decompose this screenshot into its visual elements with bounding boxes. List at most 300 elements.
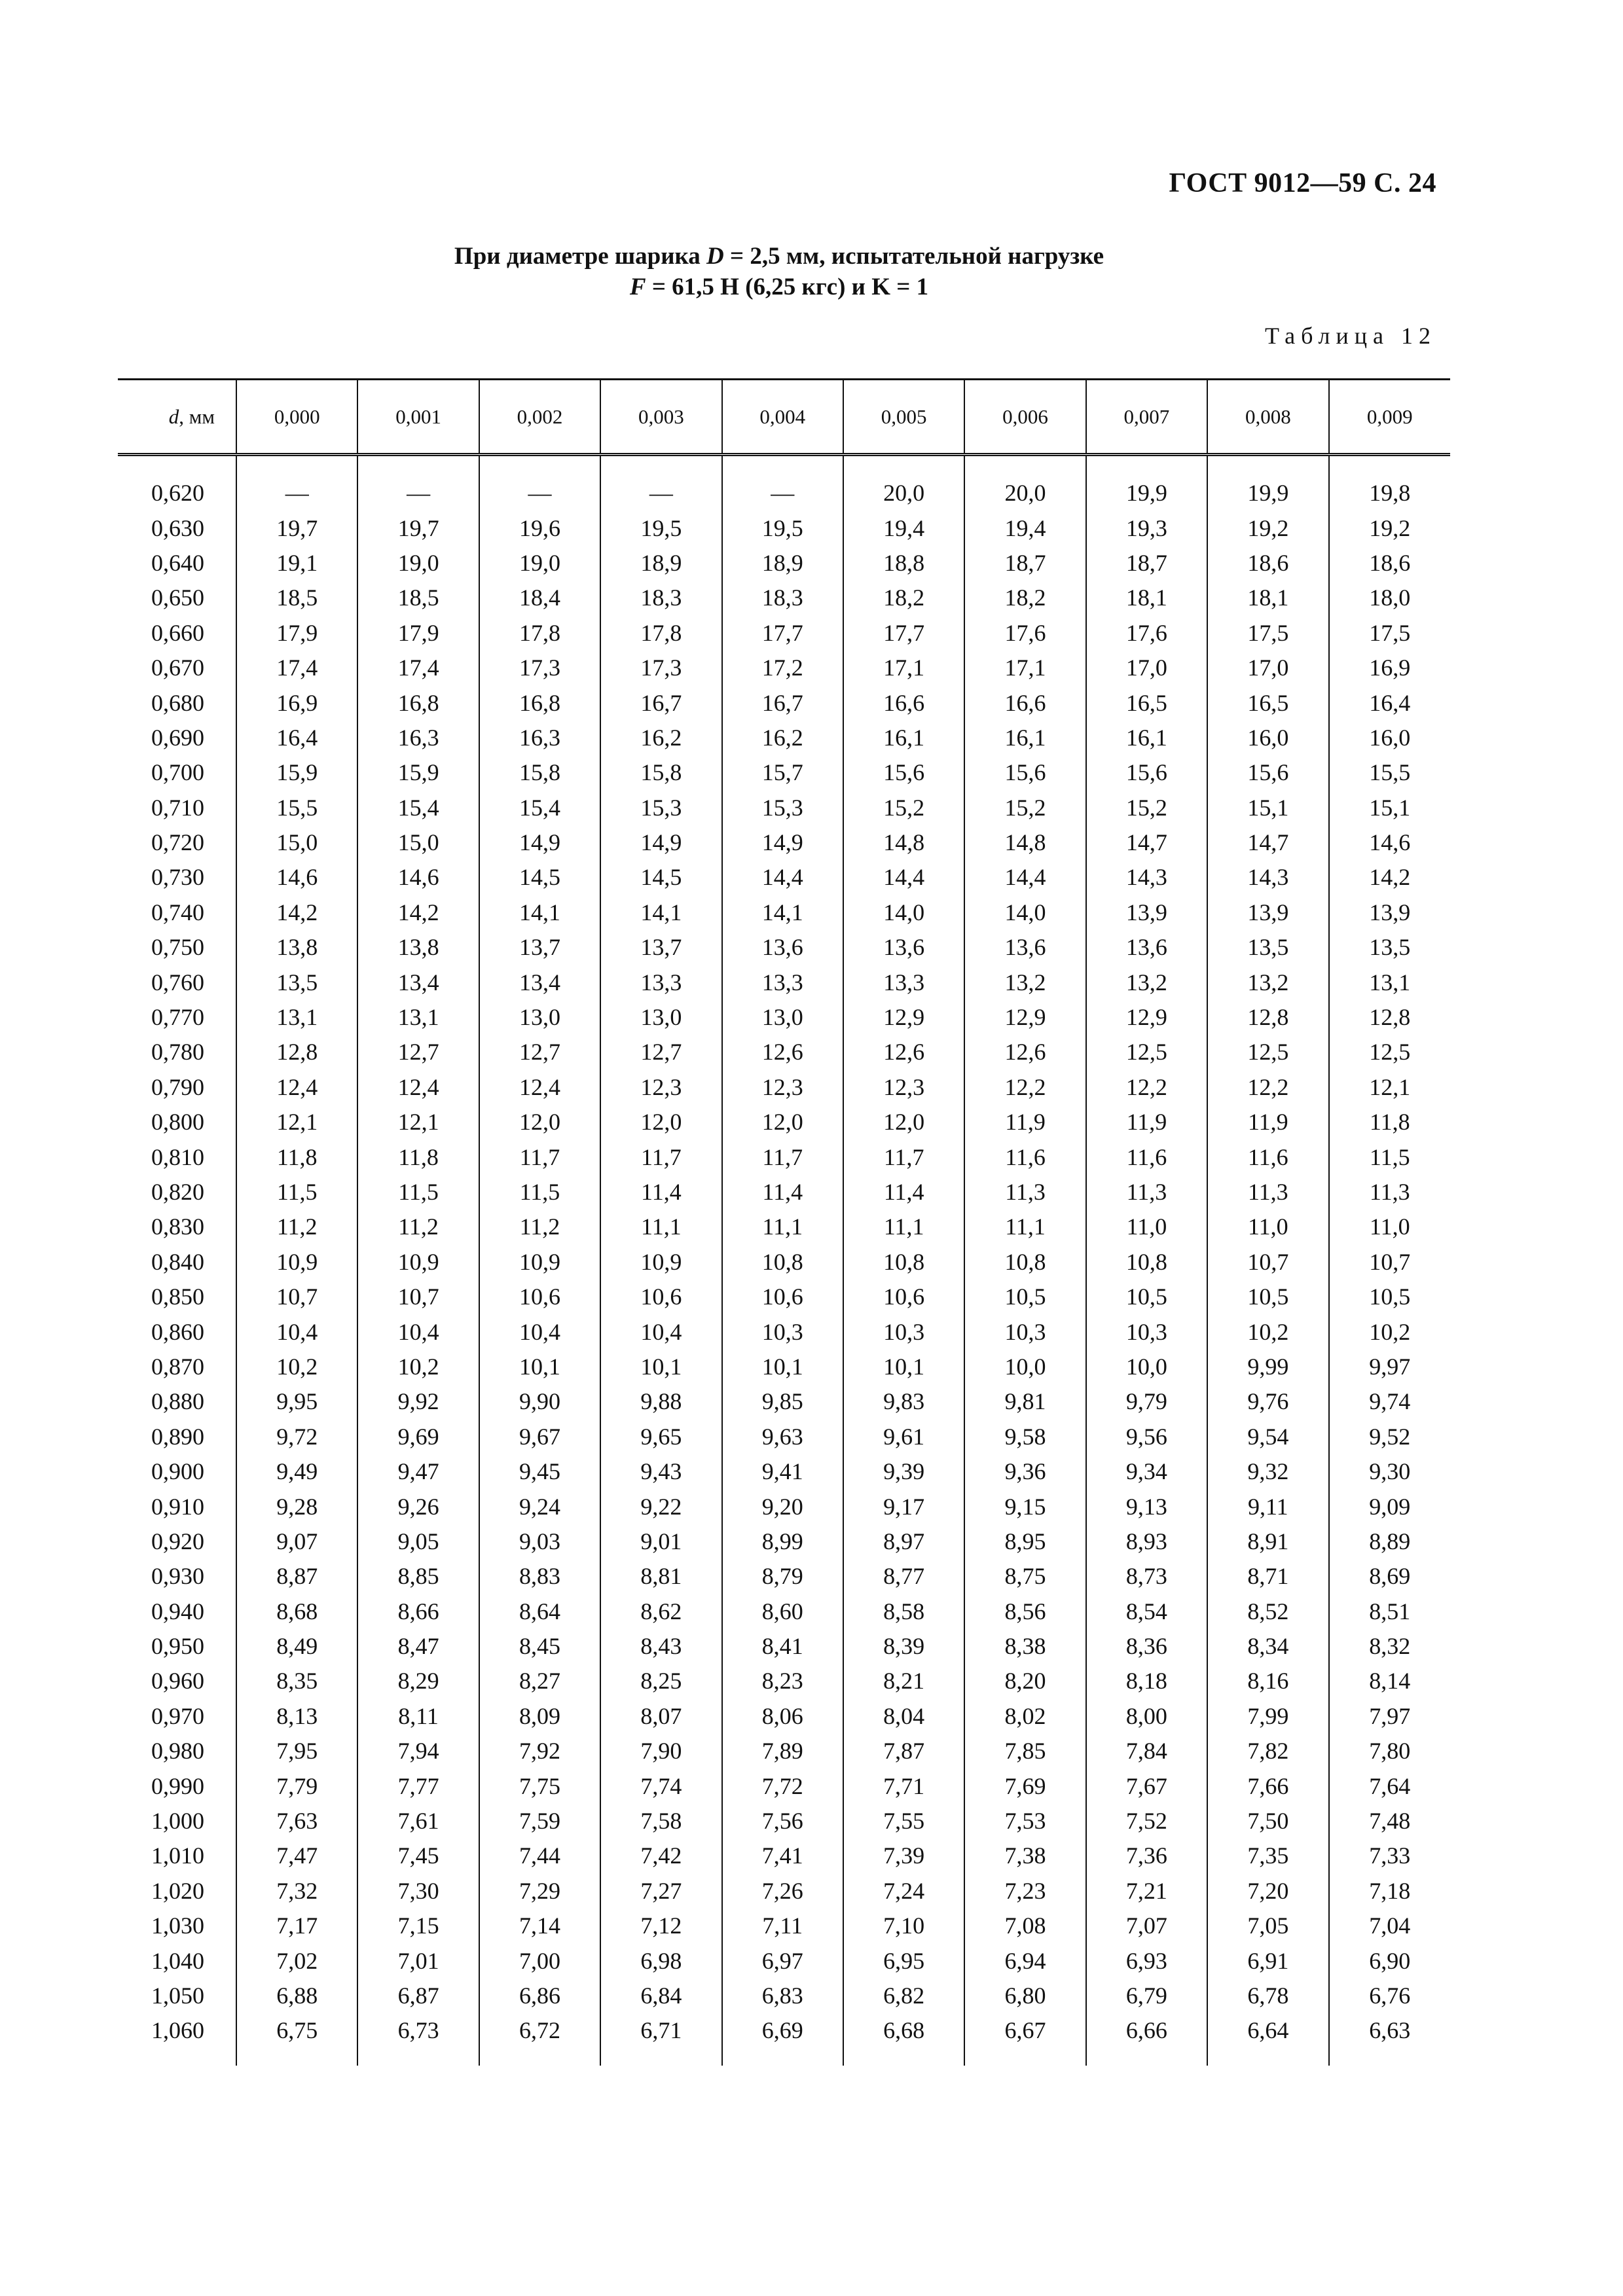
table-cell: 19,1	[236, 546, 357, 581]
row-label: 0,760	[151, 969, 204, 996]
table-cell: 7,58	[600, 1804, 721, 1839]
table-cell: 16,5	[1086, 685, 1207, 720]
table-row	[118, 1139, 1450, 1174]
table-cell: 9,49	[236, 1454, 357, 1489]
table-cell: 10,2	[236, 1350, 357, 1384]
table-cell: 18,5	[236, 581, 357, 615]
table-cell: 9,09	[1329, 1489, 1450, 1524]
table-cell: 8,11	[357, 1699, 479, 1734]
table-cell: 9,28	[236, 1489, 357, 1524]
table-cell: 7,12	[600, 1909, 721, 1943]
table-cell: 10,8	[1086, 1245, 1207, 1280]
table-cell: 9,69	[357, 1420, 479, 1454]
table-cell: 16,6	[964, 685, 1085, 720]
table-cell: 8,47	[357, 1629, 479, 1664]
table-cell: 15,8	[479, 755, 600, 790]
row-label: 0,810	[151, 1143, 204, 1170]
table-cell: 10,1	[600, 1350, 721, 1384]
table-cell: 7,85	[964, 1734, 1085, 1768]
table-cell: 14,1	[722, 895, 843, 930]
table-cell: 10,6	[843, 1280, 964, 1314]
row-label: 0,630	[151, 514, 204, 541]
table-cell: 15,8	[600, 755, 721, 790]
table-cell: 8,93	[1086, 1524, 1207, 1559]
table-cell: 15,2	[1086, 791, 1207, 825]
table-cell: 15,4	[479, 791, 600, 825]
table-cell: 7,33	[1329, 1839, 1450, 1873]
table-cell: 11,4	[722, 1175, 843, 1210]
table-cell: 17,0	[1086, 651, 1207, 685]
table-cell: 15,3	[722, 791, 843, 825]
table-cell: 19,0	[479, 546, 600, 581]
table-cell: 8,73	[1086, 1559, 1207, 1594]
table-row	[118, 1804, 1450, 1839]
table-cell: 10,7	[1329, 1245, 1450, 1280]
table-cell: 9,22	[600, 1489, 721, 1524]
table-row	[118, 1000, 1450, 1035]
row-label: 0,880	[151, 1388, 204, 1415]
table-cell: 15,5	[1329, 755, 1450, 790]
table-cell: 17,5	[1329, 616, 1450, 651]
table-cell: 16,2	[600, 721, 721, 755]
table-cell: 8,14	[1329, 1664, 1450, 1698]
column-header: 0,008	[1207, 380, 1328, 455]
table-row	[118, 721, 1450, 755]
table-cell: 7,45	[357, 1839, 479, 1873]
table-cell: 18,3	[600, 581, 721, 615]
caption-prefix: При диаметре шарика	[454, 243, 707, 270]
table-row	[118, 2013, 1450, 2065]
table-cell: 18,9	[600, 546, 721, 581]
table-cell: 11,7	[843, 1139, 964, 1174]
table-cell: 15,5	[236, 791, 357, 825]
table-cell: 16,7	[722, 685, 843, 720]
table-cell: 7,48	[1329, 1804, 1450, 1839]
column-header: 0,009	[1329, 380, 1450, 455]
table-cell: 10,9	[357, 1245, 479, 1280]
table-cell: 10,4	[357, 1314, 479, 1349]
table-cell: 17,3	[600, 651, 721, 685]
table-cell: 10,0	[964, 1350, 1085, 1384]
table-header	[118, 380, 1450, 455]
table-cell: 12,7	[479, 1035, 600, 1069]
table-cell: 7,61	[357, 1804, 479, 1839]
table-cell: 9,20	[722, 1489, 843, 1524]
table-cell: 7,10	[843, 1909, 964, 1943]
table-cell: 9,67	[479, 1420, 600, 1454]
table-cell: 6,68	[843, 2013, 964, 2065]
header-unit: , мм	[179, 404, 215, 428]
table-cell: 19,0	[357, 546, 479, 581]
table-cell: 10,7	[1207, 1245, 1328, 1280]
table-cell: 14,6	[357, 860, 479, 895]
row-label: 0,840	[151, 1248, 204, 1275]
table-cell: 13,6	[964, 930, 1085, 965]
table-cell: 13,0	[600, 1000, 721, 1035]
table-row	[118, 1874, 1450, 1909]
table-cell: 9,56	[1086, 1420, 1207, 1454]
row-label: 0,990	[151, 1772, 204, 1799]
table-cell: 10,8	[722, 1245, 843, 1280]
table-body	[118, 455, 1450, 2066]
row-label: 0,870	[151, 1353, 204, 1380]
table-cell: 7,63	[236, 1804, 357, 1839]
table-cell: 10,9	[600, 1245, 721, 1280]
table-number: Таблица 12	[1265, 323, 1436, 349]
table-cell: 7,38	[964, 1839, 1085, 1873]
table-cell: 12,0	[479, 1105, 600, 1139]
row-label: 0,860	[151, 1318, 204, 1345]
table-cell: 15,9	[236, 755, 357, 790]
table-cell: 14,4	[722, 860, 843, 895]
table-cell: 20,0	[964, 455, 1085, 511]
row-label: 0,680	[151, 689, 204, 716]
table-cell: 8,68	[236, 1594, 357, 1629]
table-cell: 9,03	[479, 1524, 600, 1559]
table-cell: 7,20	[1207, 1874, 1328, 1909]
table-cell: 14,6	[236, 860, 357, 895]
table-cell: 9,39	[843, 1454, 964, 1489]
table-cell: 14,4	[843, 860, 964, 895]
table-cell: 12,2	[1086, 1070, 1207, 1105]
table-cell: 13,0	[479, 1000, 600, 1035]
table-row	[118, 685, 1450, 720]
table-cell: 16,2	[722, 721, 843, 755]
table-cell: 18,7	[964, 546, 1085, 581]
table-cell: 19,5	[600, 511, 721, 545]
table-cell: 6,73	[357, 2013, 479, 2065]
table-cell: 8,16	[1207, 1664, 1328, 1698]
table-cell: 7,23	[964, 1874, 1085, 1909]
table-cell: 14,5	[479, 860, 600, 895]
table-cell: 9,97	[1329, 1350, 1450, 1384]
table-cell: 16,3	[479, 721, 600, 755]
table-row	[118, 1768, 1450, 1803]
table-cell: 7,90	[600, 1734, 721, 1768]
row-label: 0,790	[151, 1073, 204, 1100]
table-caption	[118, 241, 1440, 302]
table-cell: 7,99	[1207, 1699, 1328, 1734]
table-cell: 15,6	[843, 755, 964, 790]
table-row	[118, 1979, 1450, 2013]
table-cell: 7,07	[1086, 1909, 1207, 1943]
table-cell: 13,2	[1086, 965, 1207, 999]
table-cell: 16,8	[479, 685, 600, 720]
table-cell: 7,26	[722, 1874, 843, 1909]
table-cell: 13,9	[1207, 895, 1328, 930]
table-cell: 9,05	[357, 1524, 479, 1559]
row-label: 0,660	[151, 619, 204, 646]
table-cell: 13,4	[479, 965, 600, 999]
table-cell: 6,72	[479, 2013, 600, 2065]
table-cell: 13,4	[357, 965, 479, 999]
table-cell: —	[722, 455, 843, 511]
table-cell: 8,87	[236, 1559, 357, 1594]
table-cell: 8,91	[1207, 1524, 1328, 1559]
row-label: 0,980	[151, 1738, 204, 1765]
table-row	[118, 1489, 1450, 1524]
table-cell: —	[357, 455, 479, 511]
table-cell: 19,2	[1207, 511, 1328, 545]
row-label: 0,770	[151, 1004, 204, 1031]
table-cell: 9,41	[722, 1454, 843, 1489]
row-label: 0,890	[151, 1423, 204, 1450]
table-cell: 8,35	[236, 1664, 357, 1698]
table-cell: 10,6	[600, 1280, 721, 1314]
table-cell: 11,6	[1086, 1139, 1207, 1174]
table-cell: 10,1	[722, 1350, 843, 1384]
table-cell: 9,17	[843, 1489, 964, 1524]
table-cell: —	[479, 455, 600, 511]
table-row	[118, 511, 1450, 545]
table-cell: 15,9	[357, 755, 479, 790]
table-cell: 6,90	[1329, 1943, 1450, 1978]
table-cell: 10,6	[479, 1280, 600, 1314]
table-cell: 11,2	[479, 1210, 600, 1244]
table-cell: 11,0	[1207, 1210, 1328, 1244]
table-row	[118, 546, 1450, 581]
table-cell: 6,86	[479, 1979, 600, 2013]
table-cell: 7,97	[1329, 1699, 1450, 1734]
table-cell: 13,7	[600, 930, 721, 965]
table-cell: 15,2	[843, 791, 964, 825]
table-cell: 6,66	[1086, 2013, 1207, 2065]
table-cell: —	[236, 455, 357, 511]
table-row	[118, 1454, 1450, 1489]
column-header: 0,003	[600, 380, 721, 455]
table-cell: 14,2	[236, 895, 357, 930]
table-cell: 13,2	[1207, 965, 1328, 999]
table-cell: 13,1	[236, 1000, 357, 1035]
table-cell: 8,64	[479, 1594, 600, 1629]
row-label: 1,060	[151, 2017, 204, 2044]
table-cell: 13,8	[236, 930, 357, 965]
table-cell: 18,2	[843, 581, 964, 615]
table-cell: 10,7	[357, 1280, 479, 1314]
table-cell: 15,2	[964, 791, 1085, 825]
table-cell: 6,80	[964, 1979, 1085, 2013]
caption-line-1	[118, 241, 1440, 272]
table-cell: 15,6	[1086, 755, 1207, 790]
table-cell: 11,9	[964, 1105, 1085, 1139]
table-cell: 16,0	[1329, 721, 1450, 755]
table-cell: 9,43	[600, 1454, 721, 1489]
table-cell: 10,2	[357, 1350, 479, 1384]
table-cell: 10,1	[843, 1350, 964, 1384]
table-cell: 13,6	[1086, 930, 1207, 965]
table-cell: 10,6	[722, 1280, 843, 1314]
table-cell: 10,4	[479, 1314, 600, 1349]
table-cell: 9,36	[964, 1454, 1085, 1489]
table-cell: 12,7	[600, 1035, 721, 1069]
table-cell: 11,5	[236, 1175, 357, 1210]
table-cell: 16,4	[236, 721, 357, 755]
table-cell: 8,29	[357, 1664, 479, 1698]
table-row	[118, 895, 1450, 930]
table-cell: 8,60	[722, 1594, 843, 1629]
column-header: 0,007	[1086, 380, 1207, 455]
table-cell: 13,5	[236, 965, 357, 999]
table-cell: 8,95	[964, 1524, 1085, 1559]
table-cell: 17,9	[236, 616, 357, 651]
table-cell: 7,72	[722, 1768, 843, 1803]
column-header: 0,002	[479, 380, 600, 455]
table-cell: 17,7	[843, 616, 964, 651]
table-cell: 9,01	[600, 1524, 721, 1559]
table-cell: 12,3	[843, 1070, 964, 1105]
table-cell: 16,1	[1086, 721, 1207, 755]
table-cell: 12,6	[722, 1035, 843, 1069]
table-cell: 7,08	[964, 1909, 1085, 1943]
row-label: 0,940	[151, 1598, 204, 1624]
table-row	[118, 1384, 1450, 1419]
table-cell: 7,74	[600, 1768, 721, 1803]
table-cell: 15,6	[964, 755, 1085, 790]
table-cell: 8,85	[357, 1559, 479, 1594]
table-cell: 8,06	[722, 1699, 843, 1734]
table-cell: 6,67	[964, 2013, 1085, 2065]
table-cell: 9,74	[1329, 1384, 1450, 1419]
row-label: 0,930	[151, 1563, 204, 1590]
table-cell: 19,9	[1086, 455, 1207, 511]
table-cell: 17,1	[843, 651, 964, 685]
table-cell: 14,7	[1207, 825, 1328, 860]
table-cell: 16,0	[1207, 721, 1328, 755]
table-cell: 11,6	[1207, 1139, 1328, 1174]
table-cell: 11,9	[1086, 1105, 1207, 1139]
row-label: 0,740	[151, 899, 204, 925]
table-cell: 9,85	[722, 1384, 843, 1419]
table-cell: 19,6	[479, 511, 600, 545]
table-cell: 18,7	[1086, 546, 1207, 581]
table-cell: 13,3	[600, 965, 721, 999]
table-cell: 11,1	[600, 1210, 721, 1244]
table-cell: 8,36	[1086, 1629, 1207, 1664]
table-row	[118, 1105, 1450, 1139]
table-cell: 7,00	[479, 1943, 600, 1978]
column-header-d	[118, 380, 236, 455]
header-row	[118, 380, 1450, 455]
table-cell: 14,8	[843, 825, 964, 860]
table-cell: 11,3	[964, 1175, 1085, 1210]
table-cell: 12,4	[357, 1070, 479, 1105]
table-cell: 11,5	[1329, 1139, 1450, 1174]
table-cell: 9,13	[1086, 1489, 1207, 1524]
table-cell: 6,93	[1086, 1943, 1207, 1978]
table-cell: 7,29	[479, 1874, 600, 1909]
table-cell: 7,56	[722, 1804, 843, 1839]
table-cell: 7,79	[236, 1768, 357, 1803]
table-cell: 9,79	[1086, 1384, 1207, 1419]
table-row	[118, 755, 1450, 790]
table-cell: 6,64	[1207, 2013, 1328, 2065]
table-cell: 16,1	[964, 721, 1085, 755]
table-cell: 13,7	[479, 930, 600, 965]
table-cell: 8,83	[479, 1559, 600, 1594]
table-cell: 9,65	[600, 1420, 721, 1454]
table-cell: 17,6	[1086, 616, 1207, 651]
table-cell: 9,61	[843, 1420, 964, 1454]
table-cell: 10,3	[1086, 1314, 1207, 1349]
table-cell: 9,95	[236, 1384, 357, 1419]
table-row	[118, 616, 1450, 651]
caption-suffix: = 2,5 мм, испытательной нагрузке	[723, 243, 1104, 270]
table-cell: 12,1	[1329, 1070, 1450, 1105]
table-cell: 10,8	[964, 1245, 1085, 1280]
table-cell: 6,97	[722, 1943, 843, 1978]
table-cell: 8,52	[1207, 1594, 1328, 1629]
table-row	[118, 581, 1450, 615]
table-cell: 16,5	[1207, 685, 1328, 720]
table-cell: 14,1	[479, 895, 600, 930]
table-row	[118, 1839, 1450, 1873]
table-cell: 17,1	[964, 651, 1085, 685]
row-label: 1,050	[151, 1982, 204, 2009]
row-label: 0,970	[151, 1702, 204, 1729]
table-cell: 12,5	[1086, 1035, 1207, 1069]
table-cell: 8,00	[1086, 1699, 1207, 1734]
table-cell: 8,38	[964, 1629, 1085, 1664]
table-cell: 10,2	[1329, 1314, 1450, 1349]
table-cell: 8,39	[843, 1629, 964, 1664]
table-cell: 15,6	[1207, 755, 1328, 790]
table-cell: 11,1	[843, 1210, 964, 1244]
table-cell: 14,5	[600, 860, 721, 895]
table-cell: 8,69	[1329, 1559, 1450, 1594]
table-cell: 14,8	[964, 825, 1085, 860]
table-cell: 8,20	[964, 1664, 1085, 1698]
table-cell: 11,3	[1086, 1175, 1207, 1210]
table-cell: 6,82	[843, 1979, 964, 2013]
table-cell: 8,77	[843, 1559, 964, 1594]
table-cell: 12,1	[236, 1105, 357, 1139]
table-cell: 19,4	[964, 511, 1085, 545]
table-cell: 12,6	[843, 1035, 964, 1069]
table-cell: 7,84	[1086, 1734, 1207, 1768]
table-cell: 8,99	[722, 1524, 843, 1559]
table-cell: 16,7	[600, 685, 721, 720]
table-cell: 18,5	[357, 581, 479, 615]
table-cell: 11,2	[236, 1210, 357, 1244]
table-row	[118, 1909, 1450, 1943]
table-cell: 7,32	[236, 1874, 357, 1909]
table-cell: 7,05	[1207, 1909, 1328, 1943]
table-cell: 13,3	[843, 965, 964, 999]
table-cell: 8,75	[964, 1559, 1085, 1594]
table-cell: 18,2	[964, 581, 1085, 615]
table-row	[118, 1280, 1450, 1314]
table-cell: 6,78	[1207, 1979, 1328, 2013]
caption-line-2	[118, 272, 1440, 302]
table-cell: 11,4	[600, 1175, 721, 1210]
table-cell: 16,4	[1329, 685, 1450, 720]
column-header: 0,001	[357, 380, 479, 455]
table-cell: 6,94	[964, 1943, 1085, 1978]
table-cell: 7,44	[479, 1839, 600, 1873]
table-cell: 12,4	[479, 1070, 600, 1105]
table-row	[118, 1035, 1450, 1069]
table-cell: 8,56	[964, 1594, 1085, 1629]
row-label: 0,620	[151, 480, 204, 507]
table-cell: 10,0	[1086, 1350, 1207, 1384]
row-label: 1,030	[151, 1912, 204, 1939]
table-cell: 9,26	[357, 1489, 479, 1524]
table-cell: 7,15	[357, 1909, 479, 1943]
table-cell: 8,58	[843, 1594, 964, 1629]
table-cell: 11,3	[1207, 1175, 1328, 1210]
table-cell: 15,0	[236, 825, 357, 860]
table-cell: 11,0	[1086, 1210, 1207, 1244]
